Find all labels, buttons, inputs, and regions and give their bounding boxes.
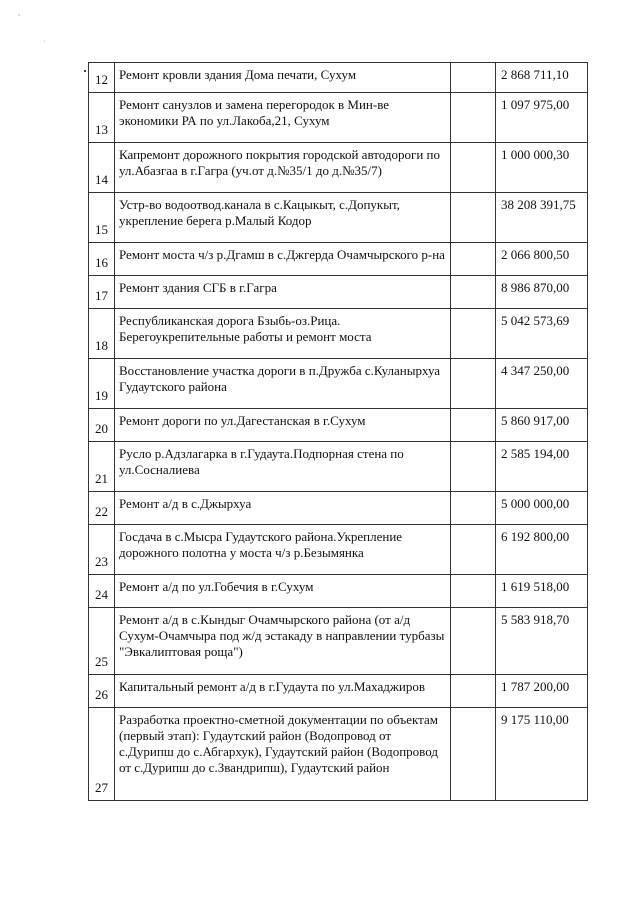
row-number: 19 — [89, 359, 115, 409]
table-row — [89, 193, 588, 243]
work-description: Госдача в с.Мысра Гудаутского района.Укрепление дорожного полотна у моста ч/з р.Безымянка — [115, 525, 451, 575]
amount: 5 042 573,69 — [496, 309, 588, 359]
work-description: Капремонт дорожного покрытия городской автодороги по ул.Абазгаа в г.Гагра (уч.от д.№35/1 до д.№35/7) — [115, 143, 451, 193]
work-description: Капитальный ремонт а/д в г.Гудаута по ул.Махаджиров — [115, 675, 451, 708]
amount: 5 000 000,00 — [496, 492, 588, 525]
table-row — [89, 442, 588, 492]
empty-cell — [451, 143, 496, 193]
work-description: Ремонт а/д по ул.Гобечия в г.Сухум — [115, 575, 451, 608]
work-description: Восстановление участка дороги в п.Дружба с.Куланырхуа Гудаутского района — [115, 359, 451, 409]
amount: 9 175 110,00 — [496, 708, 588, 801]
table-row — [89, 276, 588, 309]
amount: 1 787 200,00 — [496, 675, 588, 708]
work-description: Разработка проектно-сметной документации по объектам (первый этап): Гудаутский район (Водопровод от с.Дурипш до с.Абгархук), Гудаутский район (Водопровод от с.Дурипш до с.Звандрипш), Гудаутский район — [115, 708, 451, 801]
row-number: 20 — [89, 409, 115, 442]
empty-cell — [451, 608, 496, 675]
row-number: 17 — [89, 276, 115, 309]
row-number: 18 — [89, 309, 115, 359]
amount: 2 585 194,00 — [496, 442, 588, 492]
empty-cell — [451, 409, 496, 442]
amount: 1 000 000,30 — [496, 143, 588, 193]
empty-cell — [451, 276, 496, 309]
table-row — [89, 525, 588, 575]
work-description: Ремонт а/д в с.Джырхуа — [115, 492, 451, 525]
work-description: Ремонт моста ч/з р.Дгамш в с.Джгерда Очамчырского р-на — [115, 243, 451, 276]
work-description: Ремонт здания СГБ в г.Гагра — [115, 276, 451, 309]
empty-cell — [451, 708, 496, 801]
work-description: Ремонт санузлов и замена перегородок в Мин-ве экономики РА по ул.Лакоба,21, Сухум — [115, 93, 451, 143]
empty-cell — [451, 525, 496, 575]
work-description: Устр-во водоотвод.канала в с.Кацыкыт, с.Допукыт, укрепление берега р.Малый Кодор — [115, 193, 451, 243]
row-number: 22 — [89, 492, 115, 525]
scan-speck — [44, 40, 45, 42]
row-number: 25 — [89, 608, 115, 675]
empty-cell — [451, 93, 496, 143]
amount: 4 347 250,00 — [496, 359, 588, 409]
empty-cell — [451, 63, 496, 93]
empty-cell — [451, 359, 496, 409]
row-number: 16 — [89, 243, 115, 276]
scan-speck — [18, 14, 20, 16]
amount: 5 583 918,70 — [496, 608, 588, 675]
table-row — [89, 575, 588, 608]
table-row — [89, 708, 588, 801]
table-body — [89, 63, 588, 801]
empty-cell — [451, 442, 496, 492]
row-number: 23 — [89, 525, 115, 575]
scan-mark — [84, 70, 86, 72]
work-description: Русло р.Адзлагарка в г.Гудаута.Подпорная стена по ул.Сосналиева — [115, 442, 451, 492]
amount: 1 097 975,00 — [496, 93, 588, 143]
table-row — [89, 143, 588, 193]
table-row — [89, 63, 588, 93]
amount: 6 192 800,00 — [496, 525, 588, 575]
row-number: 24 — [89, 575, 115, 608]
empty-cell — [451, 492, 496, 525]
row-number: 26 — [89, 675, 115, 708]
row-number: 13 — [89, 93, 115, 143]
row-number: 12 — [89, 63, 115, 93]
amount: 2 066 800,50 — [496, 243, 588, 276]
table-row — [89, 675, 588, 708]
table-row — [89, 608, 588, 675]
table-row — [89, 309, 588, 359]
empty-cell — [451, 309, 496, 359]
table-row — [89, 409, 588, 442]
table-row — [89, 93, 588, 143]
empty-cell — [451, 575, 496, 608]
empty-cell — [451, 243, 496, 276]
work-description: Ремонт а/д в с.Кындыг Очамчырского района (от а/д Сухум-Очамчыра под ж/д эстакаду в направлении турбазы "Эвкалиптовая роща") — [115, 608, 451, 675]
amount: 38 208 391,75 — [496, 193, 588, 243]
amount: 1 619 518,00 — [496, 575, 588, 608]
work-description: Ремонт кровли здания Дома печати, Сухум — [115, 63, 451, 93]
work-description: Ремонт дороги по ул.Дагестанская в г.Сухум — [115, 409, 451, 442]
row-number: 27 — [89, 708, 115, 801]
empty-cell — [451, 193, 496, 243]
table-row — [89, 243, 588, 276]
amount: 8 986 870,00 — [496, 276, 588, 309]
row-number: 21 — [89, 442, 115, 492]
table-row — [89, 492, 588, 525]
amount: 5 860 917,00 — [496, 409, 588, 442]
row-number: 15 — [89, 193, 115, 243]
repair-works-table — [88, 62, 588, 801]
amount: 2 868 711,10 — [496, 63, 588, 93]
empty-cell — [451, 675, 496, 708]
row-number: 14 — [89, 143, 115, 193]
table-row — [89, 359, 588, 409]
work-description: Республиканская дорога Бзыбь-оз.Рица. Берегоукрепительные работы и ремонт моста — [115, 309, 451, 359]
